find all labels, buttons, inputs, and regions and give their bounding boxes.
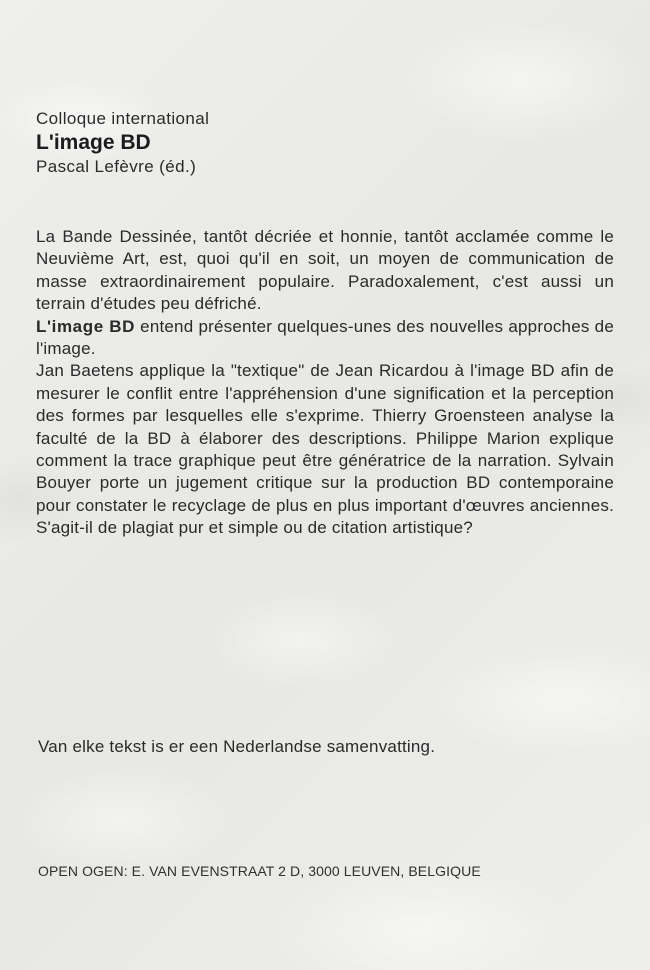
blurb-text xyxy=(36,226,614,540)
book-title: L'image BD xyxy=(36,131,151,154)
paragraph-aim-title: L'image BD xyxy=(36,316,136,336)
paragraph-intro: La Bande Dessinée, tantôt décriée et honnie, tantôt acclamée comme le Neuvième Art, est, quoi qu'il en soit, un moyen de communication de masse extraordinairement populaire. Paradoxalement, c'est aussi un terrain d'études peu défriché. xyxy=(36,227,614,314)
paragraph-aim xyxy=(36,316,614,361)
dutch-summary-note: Van elke tekst is er een Nederlandse samenvatting. xyxy=(38,737,436,756)
subtitle: Colloque international xyxy=(36,109,210,128)
paragraph-contributors: Jan Baetens applique la "textique" de Jean Ricardou à l'image BD afin de mesurer le conflit entre l'appréhension d'une signification et la perception des formes par lesquelles elle s'exprime. Thierry Groensteen analyse la faculté de la BD à élaborer des descriptions. Philippe Marion explique comment la trace graphique peut être génératrice de la narration. Sylvain Bouyer porte un jugement critique sur la production BD contemporaine pour constater le recyclage de plus en plus important d'œuvres anciennes. S'agit-il de plagiat pur et simple ou de citation artistique? xyxy=(36,361,614,538)
header-block xyxy=(36,108,209,178)
paragraph-aim-text: entend présenter quelques-unes des nouvelles approches de l'image. xyxy=(36,316,614,359)
publisher-address: OPEN OGEN: E. VAN EVENSTRAAT 2 D, 3000 LEUVEN, BELGIQUE xyxy=(38,863,481,879)
author: Pascal Lefèvre (éd.) xyxy=(36,157,197,176)
